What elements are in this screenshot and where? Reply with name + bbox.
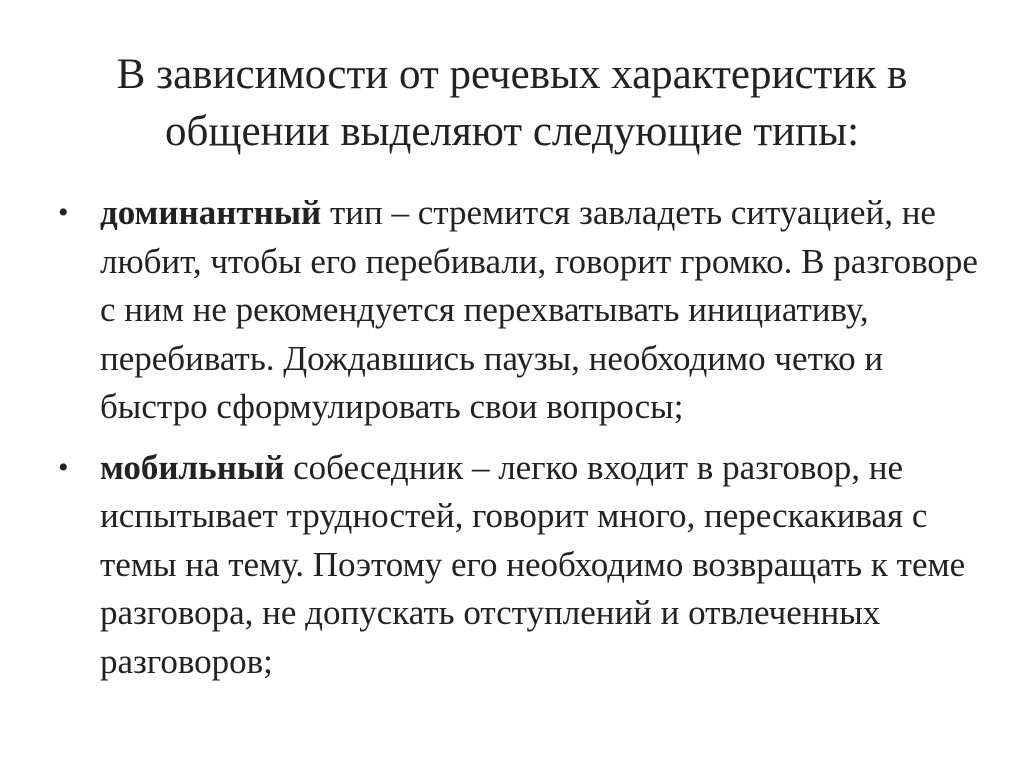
- bullet-marker: •: [58, 450, 69, 484]
- bullet-item-dominant: [48, 189, 978, 432]
- bullet-list: [48, 189, 978, 698]
- bullet-text: собеседник – легко входит в разговор, не испытывает трудностей, говорит много, перескакивая с темы на тему. Поэтому его необходимо возвращать к теме разговора, не допускать отступлений и отвлеченных разговоров;: [100, 447, 966, 681]
- bullet-term: мобильный: [100, 447, 285, 487]
- slide-title: В зависимости от речевых характеристик в общении выделяют следующие типы:: [116, 51, 908, 155]
- bullet-text: тип – стремится завладеть ситуацией, не любит, чтобы его перебивали, говорит громко. В разговоре с ним не рекомендуется перехватывать инициативу, перебивать. Дождавшись паузы, необходимо четко и быстро сформулировать свои вопросы;: [100, 193, 978, 426]
- bullet-marker: •: [58, 196, 69, 229]
- bullet-item-mobile: [48, 444, 978, 687]
- bullet-term: доминантный: [100, 193, 322, 232]
